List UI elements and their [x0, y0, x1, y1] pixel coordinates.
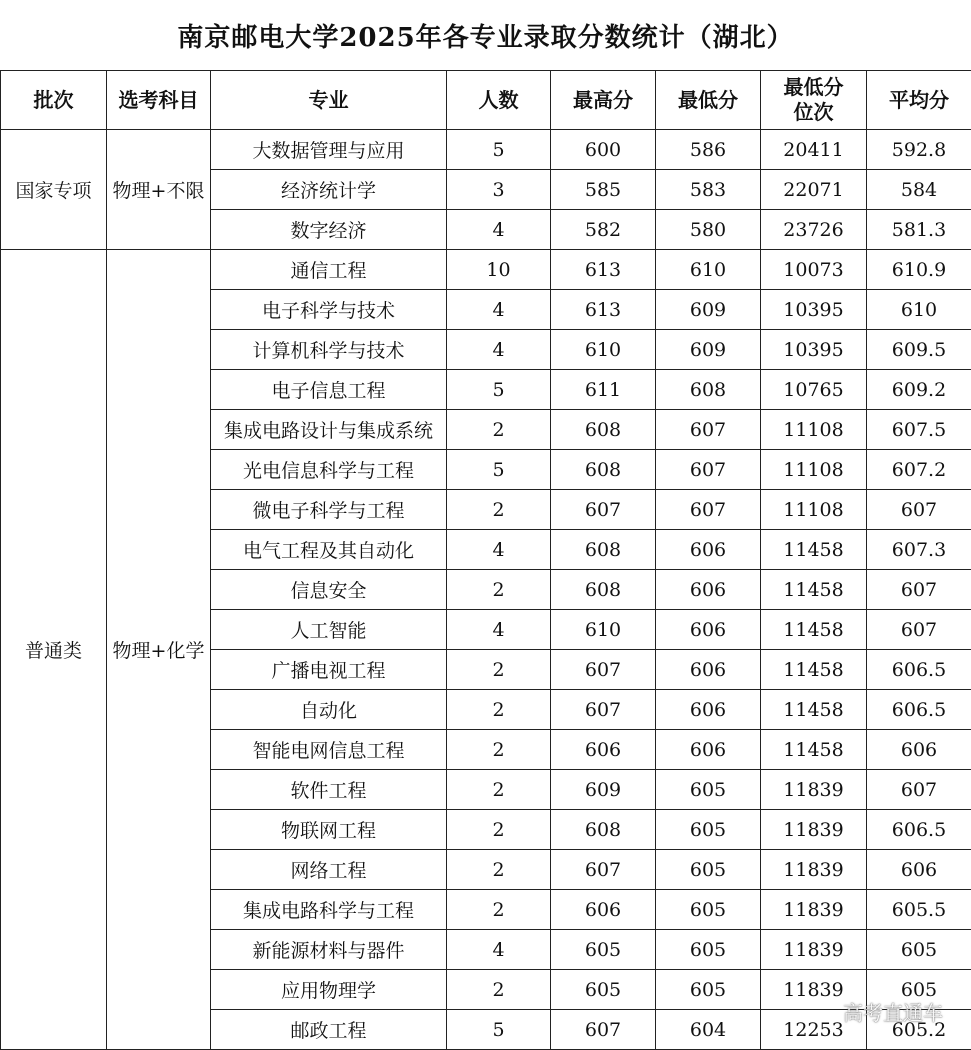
count-cell: 2 — [447, 810, 551, 850]
max-score-cell: 607 — [551, 650, 656, 690]
avg-score-cell: 606 — [867, 730, 971, 770]
count-cell: 2 — [447, 690, 551, 730]
major-cell: 智能电网信息工程 — [211, 730, 447, 770]
count-cell: 4 — [447, 610, 551, 650]
count-cell: 4 — [447, 330, 551, 370]
min-rank-cell: 11839 — [761, 890, 867, 930]
max-score-cell: 610 — [551, 610, 656, 650]
major-cell: 邮政工程 — [211, 1010, 447, 1050]
max-score-cell: 605 — [551, 930, 656, 970]
min-score-cell: 606 — [656, 650, 761, 690]
avg-score-cell: 592.8 — [867, 130, 971, 170]
avg-score-cell: 584 — [867, 170, 971, 210]
min-rank-cell: 10395 — [761, 330, 867, 370]
major-cell: 广播电视工程 — [211, 650, 447, 690]
count-cell: 10 — [447, 250, 551, 290]
max-score-cell: 610 — [551, 330, 656, 370]
min-rank-cell: 11458 — [761, 730, 867, 770]
min-score-cell: 610 — [656, 250, 761, 290]
min-score-cell: 606 — [656, 530, 761, 570]
count-cell: 3 — [447, 170, 551, 210]
major-cell: 软件工程 — [211, 770, 447, 810]
major-cell: 光电信息科学与工程 — [211, 450, 447, 490]
count-cell: 2 — [447, 570, 551, 610]
watermark: 高考直通车 — [843, 1001, 943, 1025]
count-cell: 2 — [447, 970, 551, 1010]
admission-score-table — [0, 70, 971, 1050]
avg-score-cell: 610 — [867, 290, 971, 330]
min-rank-cell: 11839 — [761, 850, 867, 890]
subjects-cell: 物理+化学 — [107, 250, 211, 1050]
min-score-cell: 607 — [656, 410, 761, 450]
count-cell: 2 — [447, 490, 551, 530]
major-cell: 通信工程 — [211, 250, 447, 290]
max-score-cell: 608 — [551, 530, 656, 570]
min-rank-cell: 11458 — [761, 530, 867, 570]
min-rank-cell: 11458 — [761, 690, 867, 730]
avg-score-cell: 607 — [867, 490, 971, 530]
min-rank-cell: 11839 — [761, 770, 867, 810]
min-rank-cell: 22071 — [761, 170, 867, 210]
max-score-cell: 605 — [551, 970, 656, 1010]
min-rank-cell: 11458 — [761, 650, 867, 690]
header-min-score: 最低分 — [656, 71, 761, 130]
min-score-cell: 605 — [656, 850, 761, 890]
avg-score-cell: 606.5 — [867, 650, 971, 690]
header-avg-score: 平均分 — [867, 71, 971, 130]
max-score-cell: 608 — [551, 410, 656, 450]
count-cell: 5 — [447, 450, 551, 490]
subjects-cell: 物理+不限 — [107, 130, 211, 250]
avg-score-cell: 610.9 — [867, 250, 971, 290]
table-header-row — [1, 71, 971, 130]
avg-score-cell: 605 — [867, 930, 971, 970]
avg-score-cell: 606.5 — [867, 810, 971, 850]
min-rank-cell: 23726 — [761, 210, 867, 250]
min-score-cell: 605 — [656, 890, 761, 930]
count-cell: 2 — [447, 770, 551, 810]
max-score-cell: 608 — [551, 450, 656, 490]
batch-cell: 普通类 — [1, 250, 107, 1050]
avg-score-cell: 605 — [867, 970, 971, 1010]
max-score-cell: 606 — [551, 890, 656, 930]
batch-cell: 国家专项 — [1, 130, 107, 250]
min-score-cell: 606 — [656, 570, 761, 610]
avg-score-cell: 609.5 — [867, 330, 971, 370]
major-cell: 自动化 — [211, 690, 447, 730]
major-cell: 微电子科学与工程 — [211, 490, 447, 530]
major-cell: 网络工程 — [211, 850, 447, 890]
max-score-cell: 613 — [551, 290, 656, 330]
count-cell: 2 — [447, 890, 551, 930]
min-rank-cell: 11458 — [761, 570, 867, 610]
min-rank-cell: 10765 — [761, 370, 867, 410]
major-cell: 经济统计学 — [211, 170, 447, 210]
count-cell: 4 — [447, 930, 551, 970]
major-cell: 信息安全 — [211, 570, 447, 610]
min-rank-cell: 11839 — [761, 930, 867, 970]
max-score-cell: 608 — [551, 570, 656, 610]
header-min-rank: 最低分位次 — [761, 71, 867, 130]
major-cell: 数字经济 — [211, 210, 447, 250]
min-rank-cell: 11108 — [761, 490, 867, 530]
min-score-cell: 607 — [656, 450, 761, 490]
major-cell: 集成电路设计与集成系统 — [211, 410, 447, 450]
min-score-cell: 607 — [656, 490, 761, 530]
table-body — [1, 130, 971, 1050]
max-score-cell: 613 — [551, 250, 656, 290]
min-score-cell: 586 — [656, 130, 761, 170]
table-row — [1, 130, 971, 170]
count-cell: 2 — [447, 850, 551, 890]
max-score-cell: 608 — [551, 810, 656, 850]
min-score-cell: 605 — [656, 930, 761, 970]
min-score-cell: 609 — [656, 290, 761, 330]
avg-score-cell: 606 — [867, 850, 971, 890]
max-score-cell: 600 — [551, 130, 656, 170]
min-score-cell: 606 — [656, 690, 761, 730]
min-rank-cell: 11108 — [761, 450, 867, 490]
count-cell: 4 — [447, 530, 551, 570]
major-cell: 电气工程及其自动化 — [211, 530, 447, 570]
min-rank-cell: 11839 — [761, 970, 867, 1010]
min-score-cell: 605 — [656, 770, 761, 810]
avg-score-cell: 609.2 — [867, 370, 971, 410]
count-cell: 2 — [447, 730, 551, 770]
max-score-cell: 582 — [551, 210, 656, 250]
avg-score-cell: 607.3 — [867, 530, 971, 570]
max-score-cell: 607 — [551, 1010, 656, 1050]
min-rank-cell: 11108 — [761, 410, 867, 450]
count-cell: 4 — [447, 210, 551, 250]
page-title: 南京邮电大学2025年各专业录取分数统计（湖北） — [177, 22, 794, 53]
count-cell: 5 — [447, 1010, 551, 1050]
major-cell: 物联网工程 — [211, 810, 447, 850]
table-row — [1, 250, 971, 290]
min-rank-cell: 11839 — [761, 810, 867, 850]
min-rank-cell: 20411 — [761, 130, 867, 170]
avg-score-cell: 605.5 — [867, 890, 971, 930]
min-score-cell: 606 — [656, 730, 761, 770]
count-cell: 2 — [447, 410, 551, 450]
max-score-cell: 585 — [551, 170, 656, 210]
count-cell: 4 — [447, 290, 551, 330]
min-score-cell: 609 — [656, 330, 761, 370]
avg-score-cell: 581.3 — [867, 210, 971, 250]
major-cell: 集成电路科学与工程 — [211, 890, 447, 930]
major-cell: 电子信息工程 — [211, 370, 447, 410]
min-score-cell: 608 — [656, 370, 761, 410]
max-score-cell: 611 — [551, 370, 656, 410]
max-score-cell: 606 — [551, 730, 656, 770]
major-cell: 大数据管理与应用 — [211, 130, 447, 170]
count-cell: 5 — [447, 370, 551, 410]
min-rank-cell: 10073 — [761, 250, 867, 290]
avg-score-cell: 607 — [867, 610, 971, 650]
min-score-cell: 580 — [656, 210, 761, 250]
max-score-cell: 607 — [551, 850, 656, 890]
min-score-cell: 605 — [656, 970, 761, 1010]
major-cell: 计算机科学与技术 — [211, 330, 447, 370]
count-cell: 5 — [447, 130, 551, 170]
count-cell: 2 — [447, 650, 551, 690]
header-max-score: 最高分 — [551, 71, 656, 130]
avg-score-cell: 607.2 — [867, 450, 971, 490]
avg-score-cell: 605.2 — [867, 1010, 971, 1050]
avg-score-cell: 606.5 — [867, 690, 971, 730]
max-score-cell: 607 — [551, 690, 656, 730]
major-cell: 应用物理学 — [211, 970, 447, 1010]
major-cell: 电子科学与技术 — [211, 290, 447, 330]
max-score-cell: 609 — [551, 770, 656, 810]
avg-score-cell: 607 — [867, 570, 971, 610]
header-count: 人数 — [447, 71, 551, 130]
min-score-cell: 604 — [656, 1010, 761, 1050]
header-subjects: 选考科目 — [107, 71, 211, 130]
min-rank-cell: 11458 — [761, 610, 867, 650]
major-cell: 新能源材料与器件 — [211, 930, 447, 970]
major-cell: 人工智能 — [211, 610, 447, 650]
header-major: 专业 — [211, 71, 447, 130]
min-rank-cell: 10395 — [761, 290, 867, 330]
min-score-cell: 583 — [656, 170, 761, 210]
avg-score-cell: 607 — [867, 770, 971, 810]
min-score-cell: 606 — [656, 610, 761, 650]
min-rank-cell: 12253 — [761, 1010, 867, 1050]
min-score-cell: 605 — [656, 810, 761, 850]
max-score-cell: 607 — [551, 490, 656, 530]
avg-score-cell: 607.5 — [867, 410, 971, 450]
header-batch: 批次 — [1, 71, 107, 130]
